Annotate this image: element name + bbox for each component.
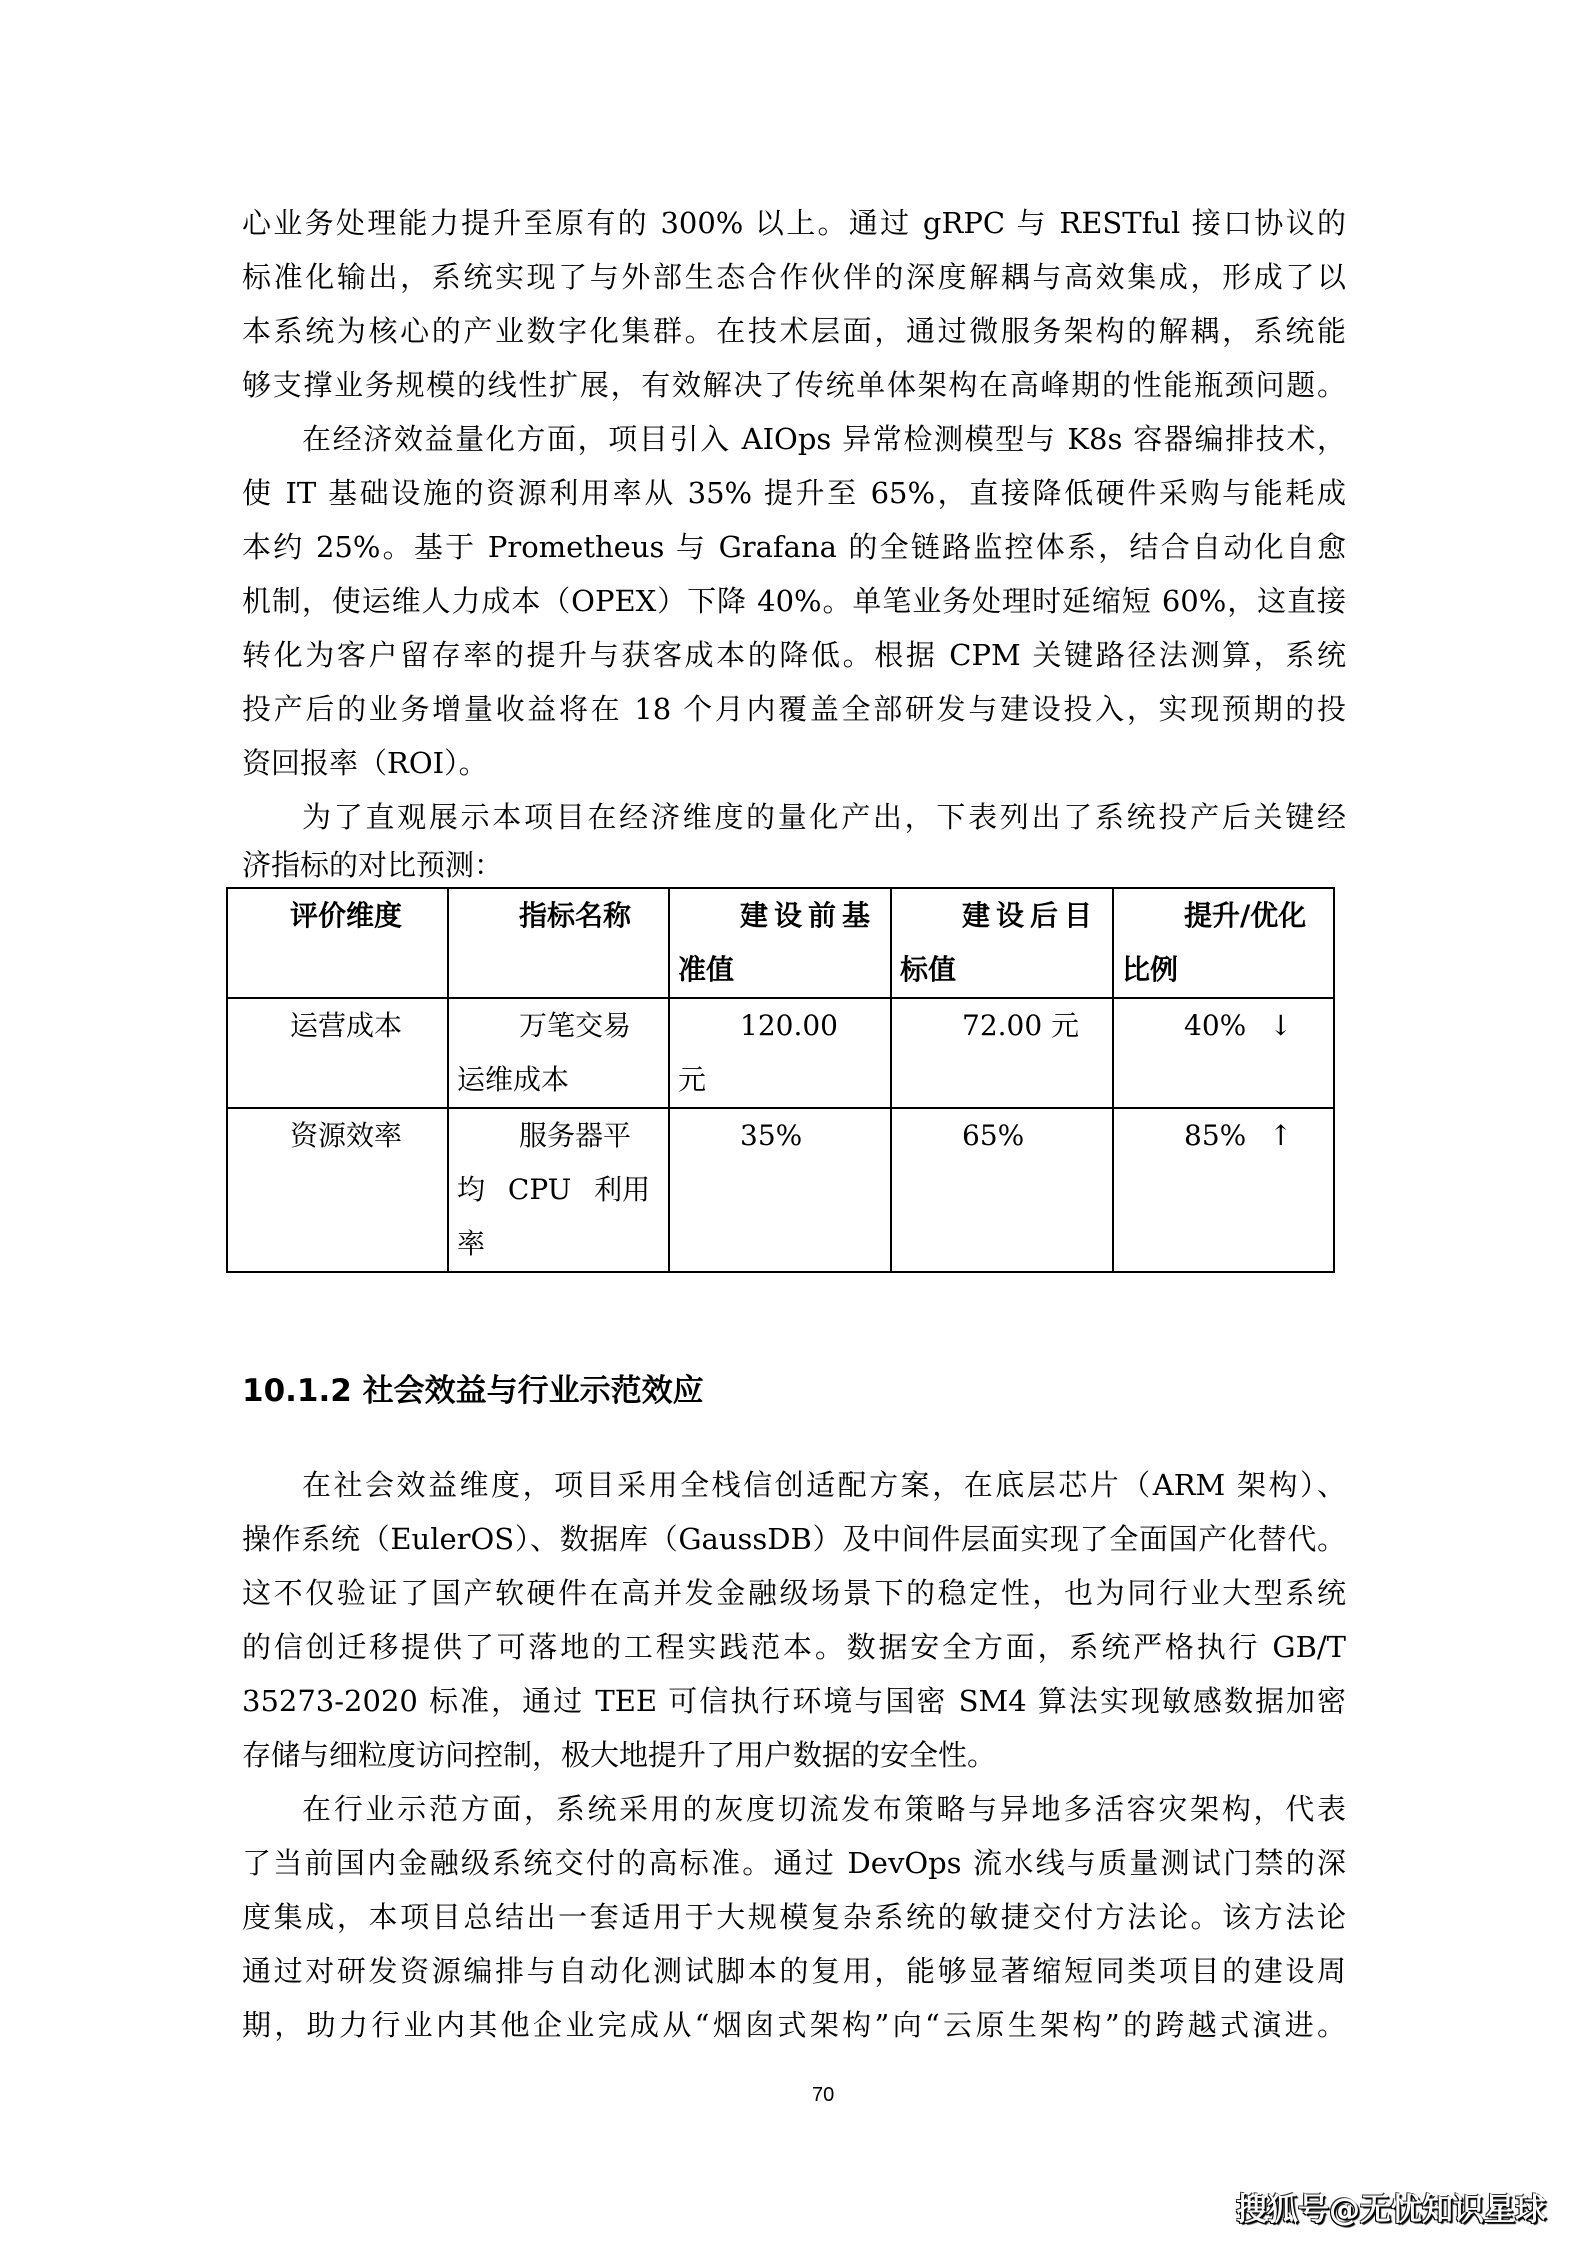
text-line: 本约 25%。基于 Prometheus 与 Grafana 的全链路监控体系，结合自动化自愈	[242, 530, 1346, 564]
text-line: 通过对研发资源编排与自动化测试脚本的复用，能够显著缩短同类项目的建设周	[242, 1954, 1346, 1988]
cell-before: 120.00 元	[669, 998, 891, 1108]
change-value: 85%	[1184, 1119, 1247, 1152]
cell-after: 72.00 元	[891, 998, 1113, 1108]
header-cell-dimension: 评价维度	[227, 888, 448, 998]
text-line: 心业务处理能力提升至原有的 300% 以上。通过 gRPC 与 RESTful 接口协议的	[242, 206, 1346, 240]
table-header-row	[227, 888, 1334, 998]
text-line: 在社会效益维度，项目采用全栈信创适配方案，在底层芯片（ARM 架构）、	[302, 1468, 1346, 1502]
text-line: 操作系统（EulerOS）、数据库（GaussDB）及中间件层面实现了全面国产化替代。	[242, 1522, 1346, 1556]
header-cell-change: 提升/优化 比例	[1113, 888, 1334, 998]
text-line: 在行业示范方面，系统采用的灰度切流发布策略与异地多活容灾架构，代表	[302, 1792, 1346, 1826]
cell-dimension: 资源效率	[227, 1108, 448, 1272]
text-line: 济指标的对比预测：	[242, 848, 504, 882]
economic-indicators-table	[226, 887, 1335, 1273]
text-line: 在经济效益量化方面，项目引入 AIOps 异常检测模型与 K8s 容器编排技术，	[302, 422, 1346, 456]
text-line: 机制，使运维人力成本（OPEX）下降 40%。单笔业务处理时延缩短 60%，这直接	[242, 584, 1346, 618]
cell-before: 35%	[669, 1108, 891, 1272]
page-number: 70	[812, 2084, 835, 2106]
text-line: 资回报率（ROI）。	[242, 746, 488, 780]
text-line: 使 IT 基础设施的资源利用率从 35% 提升至 65%，直接降低硬件采购与能耗成	[242, 476, 1346, 510]
cell-change	[1113, 1108, 1334, 1272]
cell-dimension: 运营成本	[227, 998, 448, 1108]
text-line: 这不仅验证了国产软硬件在高并发金融级场景下的稳定性，也为同行业大型系统	[242, 1576, 1346, 1610]
text-line: 本系统为核心的产业数字化集群。在技术层面，通过微服务架构的解耦，系统能	[242, 314, 1346, 348]
text-line: 度集成，本项目总结出一套适用于大规模复杂系统的敏捷交付方法论。该方法论	[242, 1900, 1346, 1934]
text-line: 的信创迁移提供了可落地的工程实践范本。数据安全方面，系统严格执行 GB/T	[242, 1630, 1346, 1664]
text-line: 35273-2020 标准，通过 TEE 可信执行环境与国密 SM4 算法实现敏感数据加密	[242, 1684, 1346, 1718]
text-line: 标准化输出，系统实现了与外部生态合作伙伴的深度解耦与高效集成，形成了以	[242, 260, 1346, 294]
section-heading: 10.1.2 社会效益与行业示范效应	[242, 1373, 704, 1409]
table-row	[227, 1108, 1334, 1272]
arrow-up-icon: ↑	[1269, 1119, 1293, 1152]
text-line: 投产后的业务增量收益将在 18 个月内覆盖全部研发与建设投入，实现预期的投	[242, 692, 1346, 726]
header-cell-after: 建设后目 标值	[891, 888, 1113, 998]
text-line: 为了直观展示本项目在经济维度的量化产出，下表列出了系统投产后关键经	[302, 800, 1346, 834]
arrow-down-icon: ↓	[1269, 1009, 1293, 1042]
change-value: 40%	[1184, 1009, 1247, 1042]
header-cell-indicator: 指标名称	[448, 888, 669, 998]
header-cell-before: 建设前基 准值	[669, 888, 891, 998]
cell-indicator: 万笔交易 运维成本	[448, 998, 669, 1108]
watermark: 搜狐号@无忧知识星球	[1236, 2192, 1546, 2228]
cell-change	[1113, 998, 1334, 1108]
text-line: 了当前国内金融级系统交付的高标准。通过 DevOps 流水线与质量测试门禁的深	[242, 1846, 1346, 1880]
text-line: 够支撑业务规模的线性扩展，有效解决了传统单体架构在高峰期的性能瓶颈问题。	[242, 368, 1346, 402]
cell-after: 65%	[891, 1108, 1113, 1272]
text-line: 期，助力行业内其他企业完成从“烟囱式架构”向“云原生架构”的跨越式演进。	[242, 2008, 1346, 2042]
table-row	[227, 998, 1334, 1108]
text-line: 转化为客户留存率的提升与获客成本的降低。根据 CPM 关键路径法测算，系统	[242, 638, 1346, 672]
text-line: 存储与细粒度访问控制，极大地提升了用户数据的安全性。	[242, 1738, 997, 1772]
cell-indicator: 服务器平 均 CPU 利用 率	[448, 1108, 669, 1272]
